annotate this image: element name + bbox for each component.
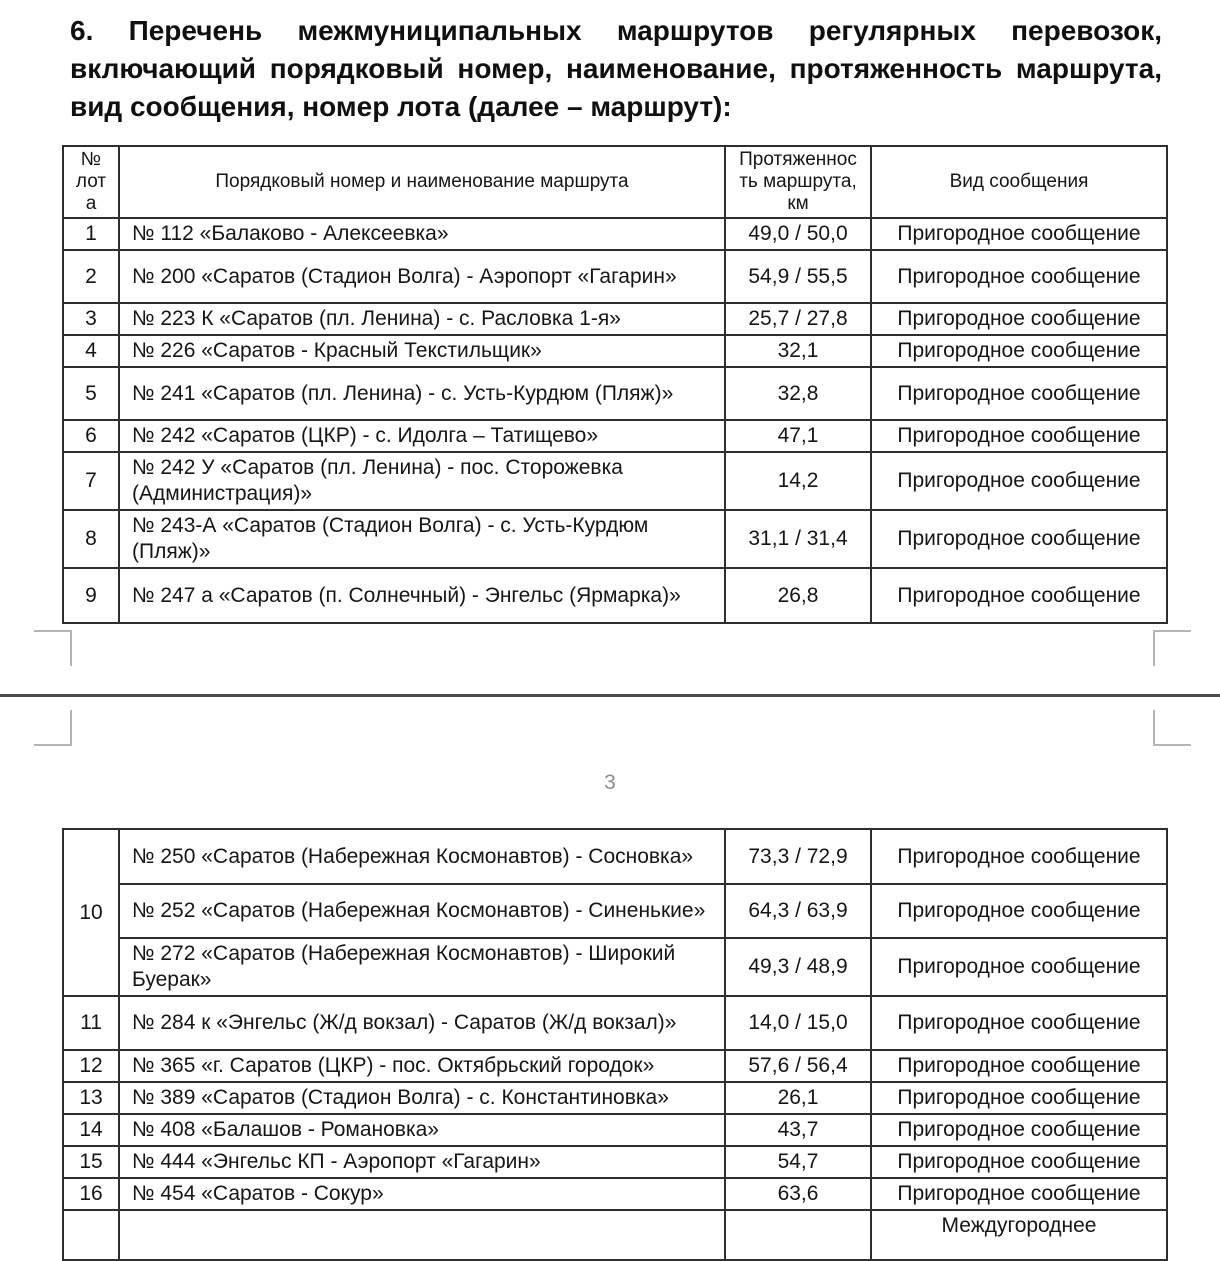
header-service-type: Вид сообщения xyxy=(871,146,1167,218)
length-cell: 32,8 xyxy=(725,367,871,420)
length-cell: 73,3 / 72,9 xyxy=(725,829,871,884)
header-length-line: Протяженнос xyxy=(739,149,857,170)
header-route-length xyxy=(725,146,871,218)
page-bottom-left-margin-mark xyxy=(34,630,72,666)
service-type-cell: Пригородное сообщение xyxy=(871,218,1167,250)
lot-cell: 12 xyxy=(63,1050,119,1082)
length-cell: 43,7 xyxy=(725,1114,871,1146)
lot-cell: 10 xyxy=(63,829,119,996)
route-name-cell: № 243-А «Саратов (Стадион Волга) - с. Усть-Курдюм (Пляж)» xyxy=(119,510,725,568)
lot-cell: 4 xyxy=(63,335,119,367)
lot-cell: 5 xyxy=(63,367,119,420)
route-name-cell: № 200 «Саратов (Стадион Волга) - Аэропорт «Гагарин» xyxy=(119,250,725,303)
length-cell: 47,1 xyxy=(725,420,871,452)
length-cell: 49,0 / 50,0 xyxy=(725,218,871,250)
length-cell: 14,0 / 15,0 xyxy=(725,996,871,1050)
page-break-separator xyxy=(0,694,1220,697)
lot-cell xyxy=(63,1210,119,1260)
service-type-cell: Пригородное сообщение xyxy=(871,250,1167,303)
lot-cell: 3 xyxy=(63,303,119,335)
table-row xyxy=(63,1146,1167,1178)
route-name-cell: № 454 «Саратов - Сокур» xyxy=(119,1178,725,1210)
header-length-line: ть маршрута, xyxy=(739,171,857,192)
route-name-cell: № 112 «Балаково - Алексеевка» xyxy=(119,218,725,250)
page-bottom-right-margin-mark xyxy=(1153,630,1191,666)
length-cell: 25,7 / 27,8 xyxy=(725,303,871,335)
header-route-name: Порядковый номер и наименование маршрута xyxy=(119,146,725,218)
service-type-cell: Пригородное сообщение xyxy=(871,938,1167,996)
table-row xyxy=(63,452,1167,510)
table-row xyxy=(63,1082,1167,1114)
table-row xyxy=(63,367,1167,420)
table-header-row xyxy=(63,146,1167,218)
service-type-cell: Пригородное сообщение xyxy=(871,367,1167,420)
route-name-cell: № 389 «Саратов (Стадион Волга) - с. Константиновка» xyxy=(119,1082,725,1114)
table-row xyxy=(63,250,1167,303)
service-type-cell: Пригородное сообщение xyxy=(871,510,1167,568)
length-cell: 54,9 / 55,5 xyxy=(725,250,871,303)
lot-cell: 11 xyxy=(63,996,119,1050)
table-row-partially-visible xyxy=(63,1210,1167,1260)
table-row xyxy=(63,996,1167,1050)
table-row xyxy=(63,568,1167,623)
route-name-cell: № 365 «г. Саратов (ЦКР) - пос. Октябрьский городок» xyxy=(119,1050,725,1082)
lot-cell: 9 xyxy=(63,568,119,623)
table-row xyxy=(63,884,1167,938)
table-row xyxy=(63,335,1167,367)
length-cell: 63,6 xyxy=(725,1178,871,1210)
lot-cell: 14 xyxy=(63,1114,119,1146)
header-lot-line: лот xyxy=(75,171,107,192)
routes-table-page3 xyxy=(62,828,1168,1261)
service-type-cell: Пригородное сообщение xyxy=(871,1114,1167,1146)
header-lot-number xyxy=(63,146,119,218)
lot-cell: 1 xyxy=(63,218,119,250)
service-type-cell: Пригородное сообщение xyxy=(871,420,1167,452)
table-row xyxy=(63,1114,1167,1146)
service-type-cell: Пригородное сообщение xyxy=(871,829,1167,884)
section-heading: 6. Перечень межмуниципальных маршрутов регулярных перевозок, включающий порядковый номер, наименование, протяженность маршрута, вид сообщения, номер лота (далее – маршрут): xyxy=(70,15,1162,122)
service-type-cell: Пригородное сообщение xyxy=(871,1146,1167,1178)
table-row xyxy=(63,1050,1167,1082)
table-row xyxy=(63,218,1167,250)
length-cell: 26,1 xyxy=(725,1082,871,1114)
table-row xyxy=(63,1178,1167,1210)
lot-cell: 16 xyxy=(63,1178,119,1210)
table-row xyxy=(63,303,1167,335)
route-name-cell: № 408 «Балашов - Романовка» xyxy=(119,1114,725,1146)
route-name-cell: № 250 «Саратов (Набережная Космонавтов) - Сосновка» xyxy=(119,829,725,884)
service-type-cell: Междугороднее xyxy=(871,1210,1167,1260)
length-cell: 26,8 xyxy=(725,568,871,623)
length-cell: 57,6 / 56,4 xyxy=(725,1050,871,1082)
route-name-cell: № 444 «Энгельс КП - Аэропорт «Гагарин» xyxy=(119,1146,725,1178)
routes-table-page2 xyxy=(62,145,1168,624)
lot-cell: 15 xyxy=(63,1146,119,1178)
length-cell: 31,1 / 31,4 xyxy=(725,510,871,568)
service-type-cell: Пригородное сообщение xyxy=(871,996,1167,1050)
length-cell: 32,1 xyxy=(725,335,871,367)
service-type-cell: Пригородное сообщение xyxy=(871,303,1167,335)
page-top-left-margin-mark xyxy=(34,710,72,746)
service-type-cell: Пригородное сообщение xyxy=(871,1178,1167,1210)
route-name-cell xyxy=(119,1210,725,1260)
route-name-cell: № 284 к «Энгельс (Ж/д вокзал) - Саратов (Ж/д вокзал)» xyxy=(119,996,725,1050)
service-type-cell: Пригородное сообщение xyxy=(871,884,1167,938)
route-name-cell: № 247 а «Саратов (п. Солнечный) - Энгельс (Ярмарка)» xyxy=(119,568,725,623)
table-row xyxy=(63,420,1167,452)
lot-cell: 2 xyxy=(63,250,119,303)
service-type-cell: Пригородное сообщение xyxy=(871,335,1167,367)
table-row xyxy=(63,510,1167,568)
lot-cell: 7 xyxy=(63,452,119,510)
route-name-cell: № 242 «Саратов (ЦКР) - с. Идолга – Татищево» xyxy=(119,420,725,452)
route-name-cell: № 272 «Саратов (Набережная Космонавтов) - Широкий Буерак» xyxy=(119,938,725,996)
route-name-cell: № 226 «Саратов - Красный Текстильщик» xyxy=(119,335,725,367)
route-name-cell: № 241 «Саратов (пл. Ленина) - с. Усть-Курдюм (Пляж)» xyxy=(119,367,725,420)
lot-cell: 8 xyxy=(63,510,119,568)
table-row xyxy=(63,829,1167,884)
route-name-cell: № 223 К «Саратов (пл. Ленина) - с. Расловка 1-я» xyxy=(119,303,725,335)
page-top-right-margin-mark xyxy=(1153,710,1191,746)
header-lot-line: № xyxy=(80,149,102,170)
length-cell xyxy=(725,1210,871,1260)
header-lot-line: а xyxy=(85,193,97,214)
length-cell: 64,3 / 63,9 xyxy=(725,884,871,938)
lot-cell: 13 xyxy=(63,1082,119,1114)
route-name-cell: № 252 «Саратов (Набережная Космонавтов) - Синенькие» xyxy=(119,884,725,938)
service-type-cell: Пригородное сообщение xyxy=(871,1050,1167,1082)
service-type-cell: Пригородное сообщение xyxy=(871,1082,1167,1114)
service-type-cell: Пригородное сообщение xyxy=(871,452,1167,510)
table-row xyxy=(63,938,1167,996)
service-type-cell: Пригородное сообщение xyxy=(871,568,1167,623)
page-number: 3 xyxy=(604,771,616,794)
length-cell: 14,2 xyxy=(725,452,871,510)
lot-cell: 6 xyxy=(63,420,119,452)
header-length-line: км xyxy=(787,193,809,214)
route-name-cell: № 242 У «Саратов (пл. Ленина) - пос. Сторожевка (Администрация)» xyxy=(119,452,725,510)
length-cell: 54,7 xyxy=(725,1146,871,1178)
length-cell: 49,3 / 48,9 xyxy=(725,938,871,996)
